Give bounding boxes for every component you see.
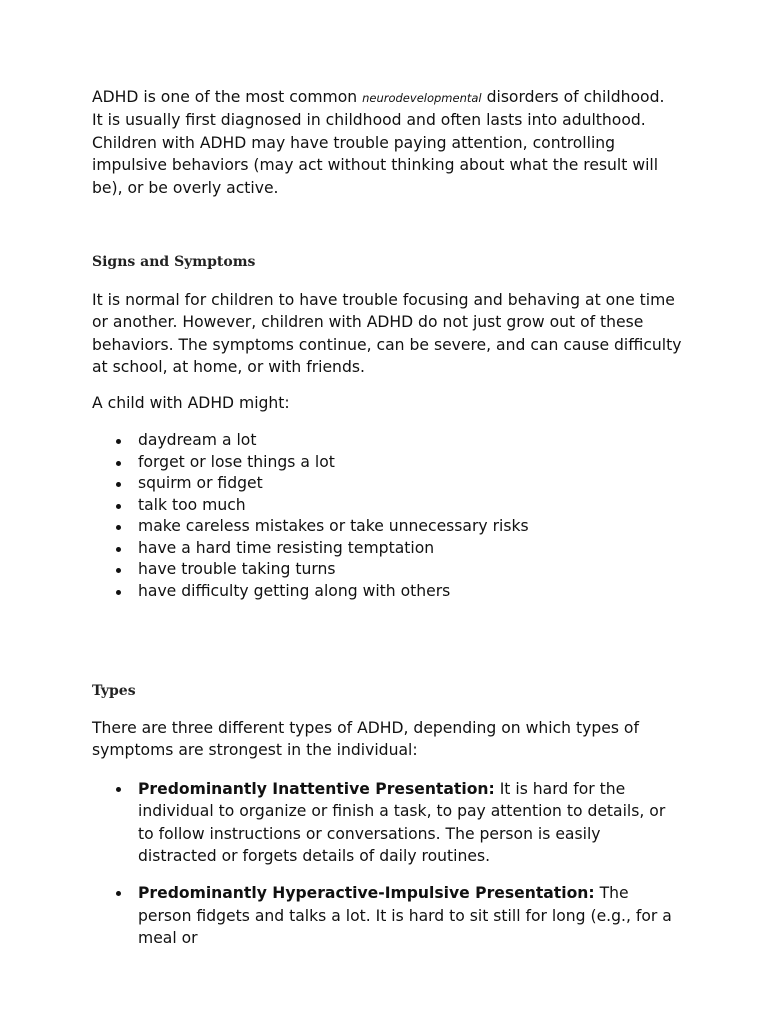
types-heading: Types [92, 683, 136, 699]
list-item: make careless mistakes or take unnecessary risks [138, 516, 698, 538]
type-term: Predominantly Hyperactive-Impulsive Presentation: [138, 884, 595, 903]
list-item: have trouble taking turns [138, 559, 698, 581]
list-item: have difficulty getting along with others [138, 581, 698, 603]
list-item: squirm or fidget [138, 473, 698, 495]
list-item: forget or lose things a lot [138, 452, 698, 474]
type-description: The person fidgets and talks a lot. It is hard to sit still for long (e.g., for a meal or [138, 884, 672, 947]
signs-heading: Signs and Symptoms [92, 254, 256, 270]
type-description: It is hard for the individual to organize or finish a task, to pay attention to details, or to follow instructions or conversations. The person is easily distracted or forgets details of daily routines. [138, 780, 666, 866]
type-term: Predominantly Inattentive Presentation: [138, 780, 495, 798]
intro-term: neurodevelopmental [362, 91, 482, 105]
intro-paragraph [92, 86, 677, 199]
list-item: daydream a lot [138, 430, 698, 452]
signs-paragraph: It is normal for children to have trouble focusing and behaving at one time or another. However, children with ADHD do not just grow out of these behaviors. The symptoms continue, can be severe, and can cause difficulty at school, at home, or with friends. [92, 291, 682, 377]
list-item [138, 778, 683, 868]
intro-text-before: ADHD is one of the most common [92, 88, 363, 106]
types-list [138, 778, 683, 964]
intro-text-after: disorders of childhood. It is usually first diagnosed in childhood and often lasts into adulthood. Children with ADHD may have trouble paying attention, controlling impulsive behaviors (may act without thinking about what the result will be), or be overly active. [92, 88, 665, 197]
list-item: talk too much [138, 495, 698, 517]
list-item: have a hard time resisting temptation [138, 538, 698, 560]
types-paragraph: There are three different types of ADHD, depending on which types of symptoms are strongest in the individual: [92, 719, 639, 760]
symptom-list [138, 430, 698, 602]
list-item [138, 882, 683, 949]
signs-list-intro: A child with ADHD might: [92, 394, 290, 412]
